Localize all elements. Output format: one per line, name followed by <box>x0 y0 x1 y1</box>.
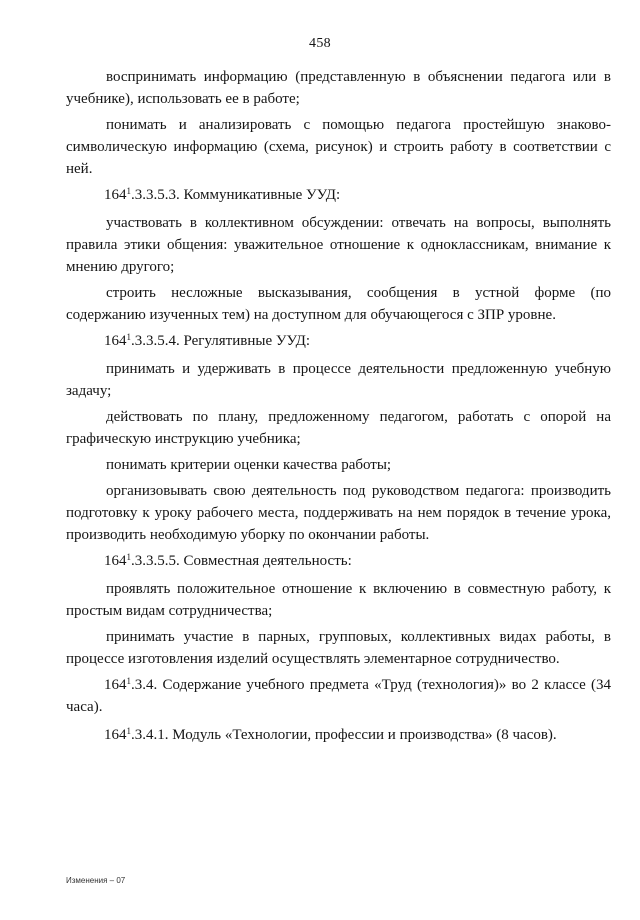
paragraph: воспринимать информацию (представленную в объяснении педагога или в учебнике), использовать ее в работе; <box>66 69 611 107</box>
section-superscript: 1 <box>126 552 131 562</box>
section-superscript: 1 <box>126 676 131 686</box>
section-heading <box>66 724 611 746</box>
section-number: 164 <box>104 677 127 693</box>
paragraph: действовать по плану, предложенному педагогом, работать с опорой на графическую инструкцию учебника; <box>66 409 611 447</box>
section-superscript: 1 <box>126 332 131 342</box>
section-heading <box>66 550 611 572</box>
paragraph: участвовать в коллективном обсуждении: отвечать на вопросы, выполнять правила этики общения: уважительное отношение к одноклассникам, внимание к мнению другого; <box>66 215 611 275</box>
paragraph: проявлять положительное отношение к включению в совместную работу, к простым видам сотрудничества; <box>66 581 611 619</box>
section-number: 164 <box>104 727 127 743</box>
section-title: .3.4.1. Модуль «Технологии, профессии и производства» (8 часов). <box>131 727 557 743</box>
paragraph: организовывать свою деятельность под руководством педагога: производить подготовку к уроку рабочего места, поддерживать на нем порядок в течение урока, производить необходимую уборку по окончании работы. <box>66 483 611 543</box>
section-title: .3.3.5.4. Регулятивные УУД: <box>131 333 310 349</box>
paragraph: понимать и анализировать с помощью педагога простейшую знаково-символическую информацию (схема, рисунок) и строить работу в соответствии с ней. <box>66 117 611 177</box>
section-heading <box>66 330 611 352</box>
section-title: .3.4. Содержание учебного предмета «Труд (технология)» во 2 классе (34 часа). <box>66 677 611 715</box>
section-number: 164 <box>104 553 127 569</box>
paragraph: принимать участие в парных, групповых, коллективных видах работы, в процессе изготовления изделий осуществлять элементарное сотрудничество. <box>66 629 611 667</box>
paragraph: понимать критерии оценки качества работы; <box>106 457 392 473</box>
section-number: 164 <box>104 187 127 203</box>
section-heading <box>66 674 611 718</box>
page-footer: Изменения – 07 <box>66 876 126 885</box>
page-body <box>66 66 611 752</box>
section-heading <box>66 184 611 206</box>
section-superscript: 1 <box>126 726 131 736</box>
section-number: 164 <box>104 333 127 349</box>
paragraph: принимать и удерживать в процессе деятельности предложенную учебную задачу; <box>66 361 611 399</box>
section-title: .3.3.5.5. Совместная деятельность: <box>131 553 352 569</box>
paragraph: строить несложные высказывания, сообщения в устной форме (по содержанию изученных тем) на доступном для обучающегося с ЗПР уровне. <box>66 285 611 323</box>
page-number: 458 <box>309 36 331 51</box>
section-superscript: 1 <box>126 186 131 196</box>
section-title: .3.3.5.3. Коммуникативные УУД: <box>131 187 341 203</box>
